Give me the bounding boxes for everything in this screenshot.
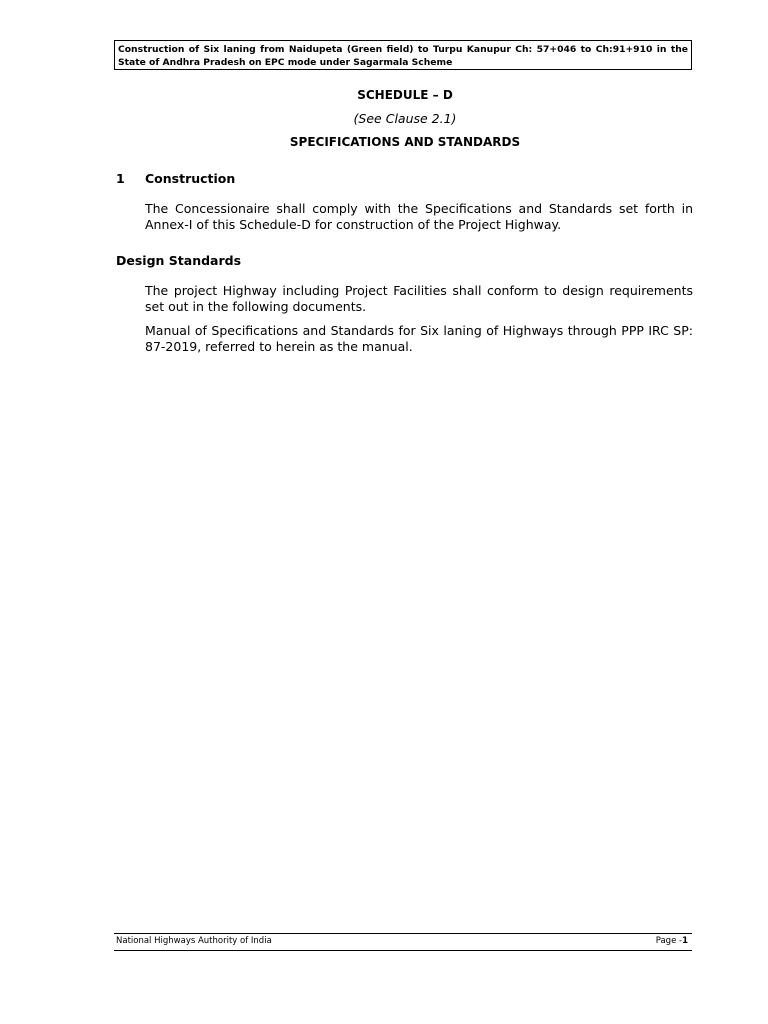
- section-number: 1: [116, 171, 125, 186]
- footer-divider-bottom: [114, 950, 692, 951]
- page-number: 1: [682, 936, 688, 946]
- footer-organization: National Highways Authority of India: [116, 936, 272, 946]
- design-standards-paragraph-2: Manual of Specifications and Standards for Six laning of Highways through PPP IRC SP: 87-2019, referred to herein as the manual.: [145, 323, 693, 354]
- section-heading-text: Construction: [145, 171, 236, 186]
- construction-paragraph: The Concessionaire shall comply with the Specifications and Standards set forth in Annex-I of this Schedule-D for construction of the Project Highway.: [145, 201, 693, 232]
- page-label: Page -: [655, 936, 683, 946]
- design-standards-paragraph-1: The project Highway including Project Facilities shall conform to design requirements set out in the following documents.: [145, 283, 693, 314]
- schedule-title: SCHEDULE – D: [357, 88, 453, 102]
- specifications-title: SPECIFICATIONS AND STANDARDS: [289, 135, 521, 149]
- running-header: [114, 40, 692, 70]
- see-clause-reference: (See Clause 2.1): [353, 111, 457, 126]
- footer-page-indicator: [656, 936, 688, 946]
- footer-divider-top: [114, 933, 692, 934]
- design-standards-heading: Design Standards: [116, 253, 242, 268]
- project-title: Construction of Six laning from Naidupeta (Green field) to Turpu Kanupur Ch: 57+046 to Ch:91+910 in the State of Andhra Pradesh on EPC mode under Sagarmala Scheme: [118, 44, 688, 68]
- section-1-heading: [116, 171, 235, 186]
